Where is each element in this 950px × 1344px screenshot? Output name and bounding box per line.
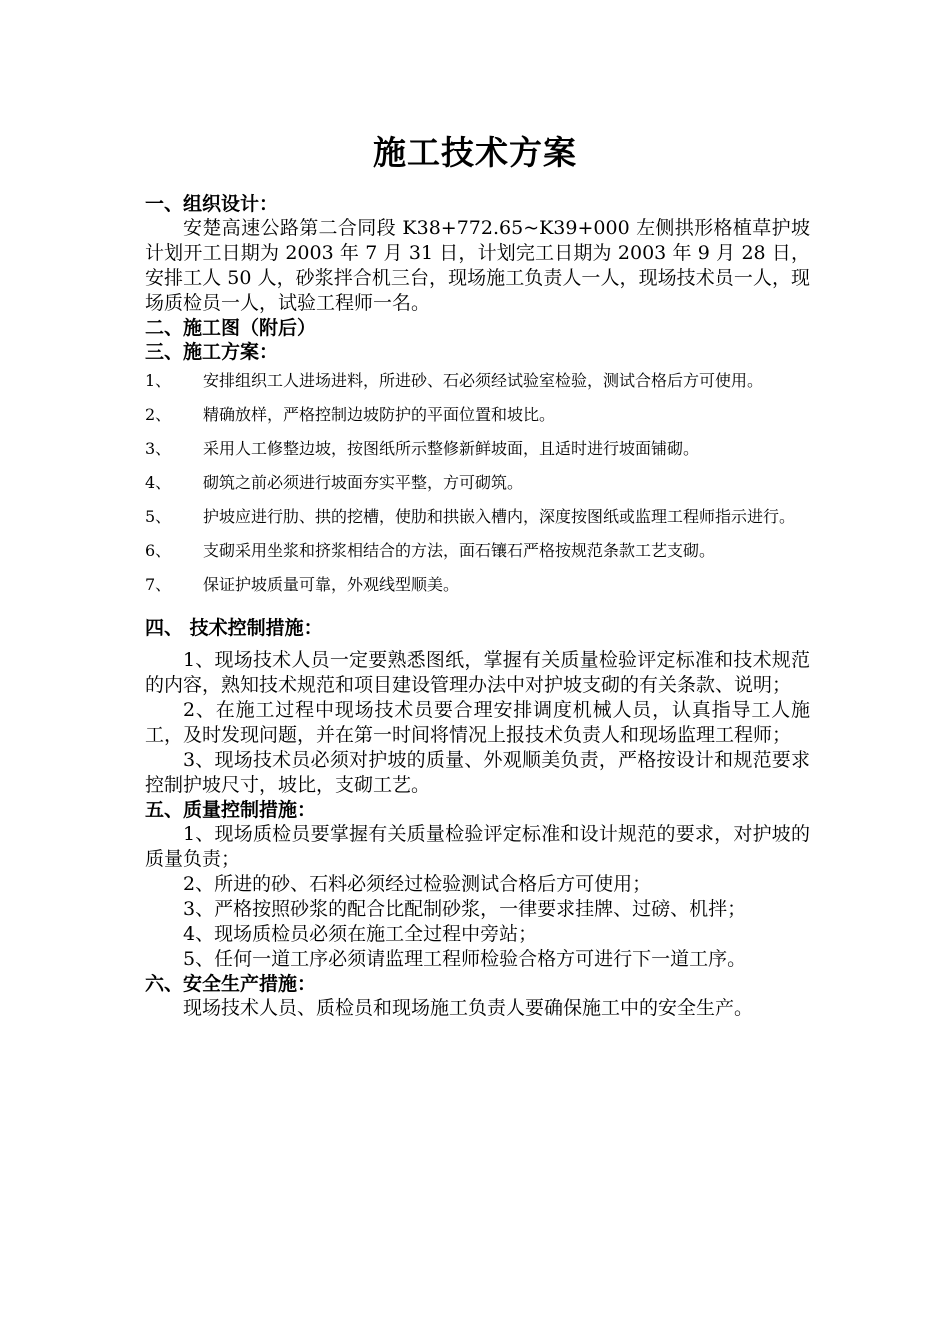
document-title: 施工技术方案 (373, 133, 577, 172)
list-item (145, 568, 810, 602)
list-number: 3、 (145, 439, 172, 458)
list-number: 4、 (145, 473, 172, 492)
section-heading-technical-control: 四、 技术控制措施： (145, 617, 323, 639)
paragraph: 1、现场技术人员一定要熟悉图纸，掌握有关质量检验评定标准和技术规范的内容，熟知技术规范和项目建设管理办法中对护坡支砌的有关条款、说明； (145, 649, 810, 696)
section-heading-organization: 一、组织设计： (145, 193, 279, 215)
list-text: 采用人工修整边坡，按图纸所示整修新鲜坡面，且适时进行坡面铺砌。 (203, 439, 700, 458)
paragraph: 安楚高速公路第二合同段 K38+772.65~K39+000 左侧拱形格植草护坡计划开工日期为 2003 年 7 月 31 日，计划完工日期为 2003 年 9 月 28 日，安排工人 50 人，砂浆拌合机三台，现场施工负责人一人，现场技术员一人，现场质检员一人，试验工程师一名。 (145, 217, 810, 314)
list-text: 护坡应进行肋、拱的挖槽，使肋和拱嵌入槽内，深度按图纸或监理工程师指示进行。 (203, 507, 796, 526)
list-item (145, 466, 810, 500)
document-body (145, 192, 810, 1021)
list-item (145, 398, 810, 432)
section-heading-plan: 三、施工方案： (145, 341, 279, 363)
list-item (145, 500, 810, 534)
list-item (145, 364, 810, 398)
list-text: 砌筑之前必须进行坡面夯实平整，方可砌筑。 (203, 473, 524, 492)
paragraph: 5、任何一道工序必须请监理工程师检验合格方可进行下一道工序。 (183, 948, 747, 970)
list-item (145, 432, 810, 466)
list-text: 安排组织工人进场进料，所进砂、石必须经试验室检验，测试合格后方可使用。 (203, 371, 764, 390)
list-item (145, 534, 810, 568)
list-number: 1、 (145, 371, 172, 390)
paragraph: 3、严格按照砂浆的配合比配制砂浆，一律要求挂牌、过磅、机拌； (183, 898, 747, 920)
section-heading-drawings: 二、施工图（附后） (145, 317, 317, 339)
paragraph: 2、所进的砂、石料必须经过检验测试合格后方可使用； (183, 873, 652, 895)
section-heading-safety: 六、安全生产措施： (145, 973, 317, 995)
list-number: 7、 (145, 575, 172, 594)
list-number: 5、 (145, 507, 172, 526)
list-number: 6、 (145, 541, 172, 560)
list-number: 2、 (145, 405, 172, 424)
paragraph: 4、现场质检员必须在施工全过程中旁站； (183, 923, 538, 945)
section-heading-quality-control: 五、质量控制措施： (145, 799, 317, 821)
paragraph: 3、现场技术员必须对护坡的质量、外观顺美负责，严格按设计和规范要求控制护坡尺寸，坡比，支砌工艺。 (145, 749, 810, 796)
plan-list (145, 364, 810, 602)
list-text: 保证护坡质量可靠，外观线型顺美。 (203, 575, 460, 594)
list-text: 精确放样，严格控制边坡防护的平面位置和坡比。 (203, 405, 556, 424)
paragraph: 1、现场质检员要掌握有关质量检验评定标准和设计规范的要求，对护坡的质量负责； (145, 823, 810, 870)
paragraph: 2、在施工过程中现场技术员要合理安排调度机械人员，认真指导工人施工，及时发现问题，并在第一时间将情况上报技术负责人和现场监理工程师； (145, 699, 810, 746)
list-text: 支砌采用坐浆和挤浆相结合的方法，面石镶石严格按规范条款工艺支砌。 (203, 541, 716, 560)
paragraph: 现场技术人员、质检员和现场施工负责人要确保施工中的安全生产。 (183, 997, 754, 1019)
spacer (145, 602, 810, 616)
